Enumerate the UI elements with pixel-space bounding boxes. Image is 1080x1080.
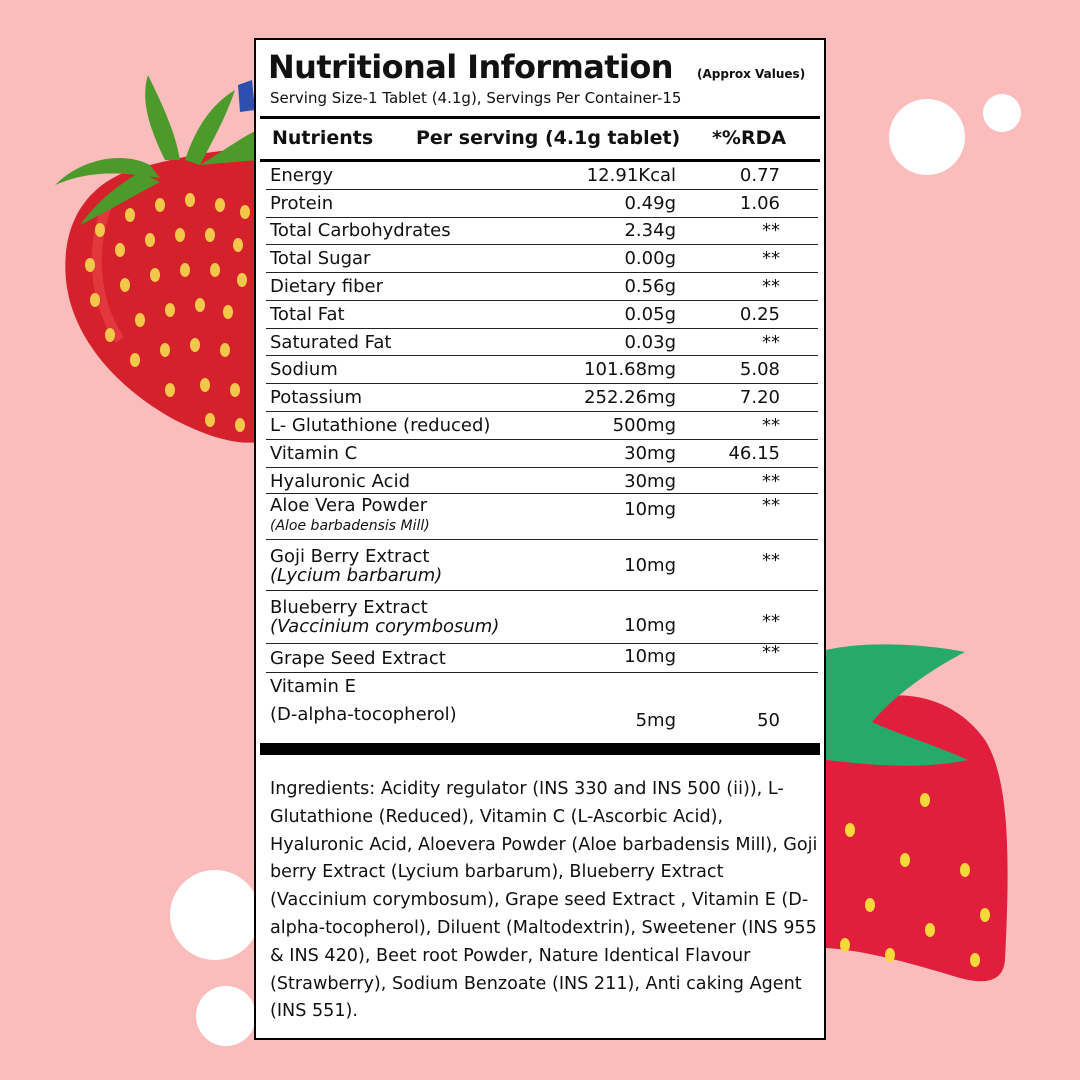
nutrient-name: Sodium (270, 359, 338, 380)
nutrient-name: Saturated Fat (270, 332, 392, 353)
nutrient-value: 5mg (635, 710, 676, 731)
approx-note: (Approx Values) (697, 67, 806, 81)
strawberry-flat-illustration (826, 644, 1008, 981)
serving-info: Serving Size-1 Tablet (4.1g), Servings Per Container-15 (270, 89, 682, 107)
nutrient-rda: ** (762, 415, 780, 436)
nutrient-scientific-name: (Vaccinium corymbosum) (270, 616, 500, 637)
nutrient-rda: 46.15 (728, 443, 780, 464)
nutrient-value: 0.49g (624, 193, 676, 214)
nutrient-name: Goji Berry Extract (270, 546, 430, 567)
header-rda: *%RDA (712, 127, 787, 149)
nutrition-panel (254, 38, 826, 1040)
row-divider (266, 272, 818, 273)
nutrient-value: 2.34g (624, 220, 676, 241)
nutrient-rda: ** (762, 248, 780, 269)
header-nutrients: Nutrients (272, 127, 374, 149)
nutrient-rda: ** (762, 471, 780, 492)
nutrient-rda: ** (762, 642, 780, 663)
nutrient-scientific-name: (Aloe barbadensis Mill) (270, 518, 430, 534)
nutrient-rda: 0.25 (739, 304, 780, 325)
nutrient-name: Energy (270, 165, 334, 186)
row-divider (266, 467, 818, 468)
nutrient-scientific-name: (Lycium barbarum) (270, 565, 443, 586)
header-top-rule (260, 116, 820, 119)
nutrient-name: Grape Seed Extract (270, 648, 446, 669)
nutrient-name: Aloe Vera Powder (270, 495, 428, 516)
nutrient-rda: ** (762, 495, 780, 516)
ingredients-text: Ingredients: Acidity regulator (INS 330 and INS 500 (ii)), L-Glutathione (Reduced), Vitamin C (L-Ascorbic Acid), Hyaluronic Acid, Aloevera Powder (Aloe barbadensis Mill), Goji berry Extract (Lycium barbarum), Blueberry Extract (Vaccinium corymbosum), Grape seed Extract , Vitamin E (D-alpha-tocopherol), Diluent (Maltodextrin), Sweetener (INS 955 & INS 420), Beet root Powder, Nature Identical Flavour (Strawberry), Sodium Benzoate (INS 211), Anti caking Agent (INS 551). (270, 779, 818, 1022)
row-divider (266, 493, 818, 494)
nutrient-name: Total Carbohydrates (270, 220, 451, 241)
nutrient-value: 10mg (624, 555, 676, 576)
row-divider (266, 411, 818, 412)
row-divider (266, 328, 818, 329)
row-divider (266, 244, 818, 245)
nutrient-name: Hyaluronic Acid (270, 471, 410, 492)
nutrient-rda: ** (762, 611, 780, 632)
row-divider (266, 355, 818, 356)
nutrient-rda: ** (762, 276, 780, 297)
nutrient-name: L- Glutathione (reduced) (270, 415, 491, 436)
nutrient-value: 101.68mg (584, 359, 676, 380)
row-divider (266, 672, 818, 673)
nutrient-value: 252.26mg (584, 387, 676, 408)
nutrient-name: Dietary fiber (270, 276, 384, 297)
table-bottom-rule (260, 743, 820, 755)
row-divider (266, 643, 818, 644)
header-bottom-rule (260, 159, 820, 162)
row-divider (266, 439, 818, 440)
nutrient-value: 30mg (624, 471, 676, 492)
nutrient-value: 10mg (624, 615, 676, 636)
nutrient-value: 12.91Kcal (586, 165, 676, 186)
nutrient-rda: ** (762, 550, 780, 571)
nutrient-value: 10mg (624, 646, 676, 667)
nutrient-value: 10mg (624, 499, 676, 520)
nutrient-value: 0.03g (624, 332, 676, 353)
nutrient-value: 0.56g (624, 276, 676, 297)
row-divider (266, 539, 818, 540)
nutrient-rda: 0.77 (739, 165, 780, 186)
nutrient-name: Vitamin E (270, 676, 357, 697)
nutrient-name: Total Fat (270, 304, 345, 325)
nutrient-rda: ** (762, 220, 780, 241)
nutrient-name: Vitamin C (270, 443, 358, 464)
nutrient-value: 0.05g (624, 304, 676, 325)
nutrient-rda: 1.06 (739, 193, 780, 214)
row-divider (266, 590, 818, 591)
nutrient-rda: 5.08 (739, 359, 780, 380)
row-divider (266, 217, 818, 218)
nutrient-rda: 7.20 (739, 387, 780, 408)
nutrient-rda: 50 (757, 710, 780, 731)
strawberry-photo-illustration (55, 75, 258, 443)
header-per-serving: Per serving (4.1g tablet) (416, 127, 681, 149)
row-divider (266, 300, 818, 301)
row-divider (266, 383, 818, 384)
row-divider (266, 189, 818, 190)
nutrient-value: 30mg (624, 443, 676, 464)
nutrient-name: Potassium (270, 387, 363, 408)
nutrient-value: 500mg (612, 415, 676, 436)
nutrient-value: 0.00g (624, 248, 676, 269)
nutrient-name: Total Sugar (270, 248, 371, 269)
nutrient-scientific-name: (D-alpha-tocopherol) (270, 704, 457, 725)
nutrient-rda: ** (762, 332, 780, 353)
nutrient-name: Blueberry Extract (270, 597, 428, 618)
panel-title: Nutritional Information (268, 48, 673, 86)
nutrient-name: Protein (270, 193, 334, 214)
